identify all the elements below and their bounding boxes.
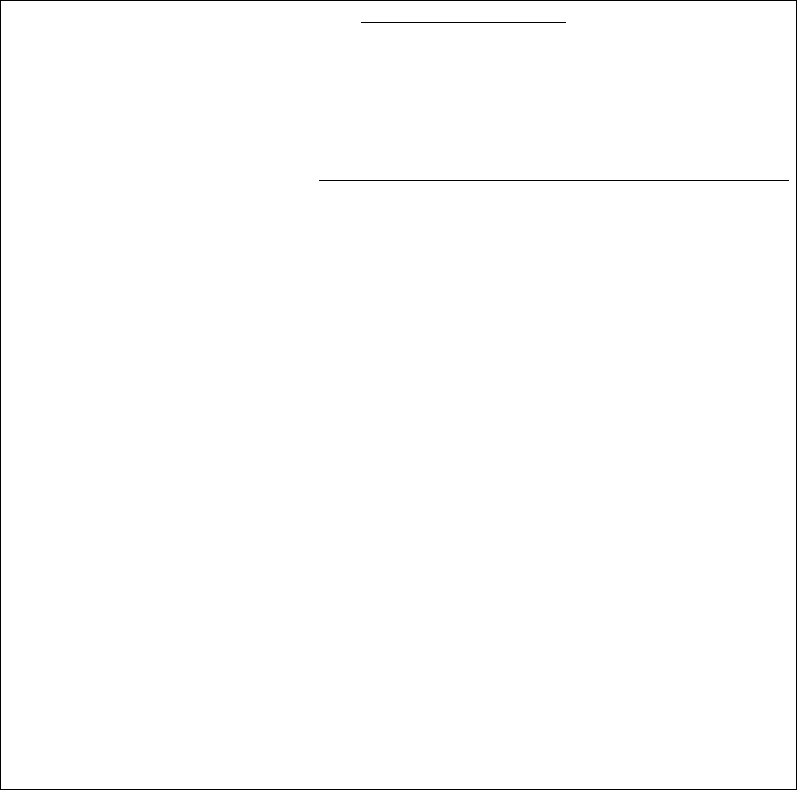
header-divider xyxy=(319,180,789,181)
components-underline xyxy=(361,22,566,23)
